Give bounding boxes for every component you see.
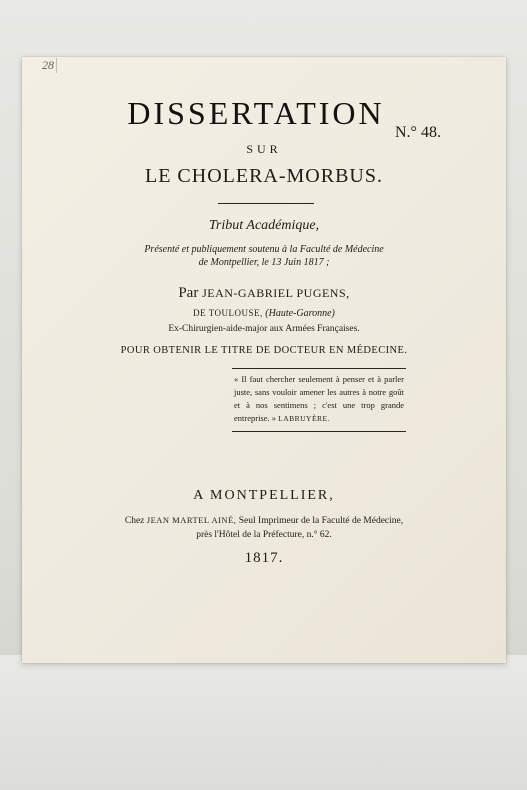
issue-number: N.° 48.: [395, 124, 441, 141]
printer-info: [22, 513, 506, 542]
presentation-text: [22, 243, 506, 269]
main-title: DISSERTATION: [127, 95, 385, 131]
epigraph-box: [232, 368, 406, 432]
author-origin: [22, 308, 506, 319]
degree-line: POUR OBTENIR LE TITRE DE DOCTEUR EN MÉDECINE.: [120, 345, 408, 356]
printer-name: JEAN MARTEL AINÉ,: [146, 515, 237, 525]
publication-year: 1817.: [244, 550, 284, 566]
presentation-line-1: Présenté et publiquement soutenu à la Faculté de Médecine: [144, 244, 384, 255]
author-prefix: Par: [178, 285, 199, 301]
author-name: JEAN-GABRIEL PUGENS,: [202, 286, 350, 300]
divider-rule: [218, 203, 314, 204]
printer-line-2: près l'Hôtel de la Préfecture, n.° 62.: [196, 530, 332, 540]
origin-region: (Haute-Garonne): [265, 308, 335, 319]
imprint-city: A MONTPELLIER,: [193, 488, 335, 503]
presentation-line-2: de Montpellier, le 13 Juin 1817 ;: [198, 257, 330, 268]
table-surface: [0, 655, 527, 790]
tribute-line: Tribut Académique,: [208, 218, 320, 233]
title-page: [22, 57, 506, 663]
manuscript-mark: 28: [42, 58, 57, 73]
printer-title: Seul Imprimeur de la Faculté de Médecine,: [238, 516, 404, 526]
origin-city: DE TOULOUSE,: [193, 308, 263, 318]
printer-prefix: Chez: [124, 516, 145, 526]
author-line: [22, 285, 506, 302]
printer-line-1: [22, 513, 506, 528]
epigraph-attribution: LABRUYÈRE.: [278, 414, 331, 423]
author-role: Ex-Chirurgien-aide-major aux Armées Françaises.: [168, 324, 360, 334]
title-preposition: SUR: [246, 142, 282, 156]
subject-title: LE CHOLERA-MORBUS.: [144, 165, 383, 187]
epigraph-text: « Il faut chercher seulement à penser et à parler juste, sans vouloir amener les autres à notre goût et à nos sentimens ; c'est une trop grande entreprise. »: [234, 374, 404, 423]
